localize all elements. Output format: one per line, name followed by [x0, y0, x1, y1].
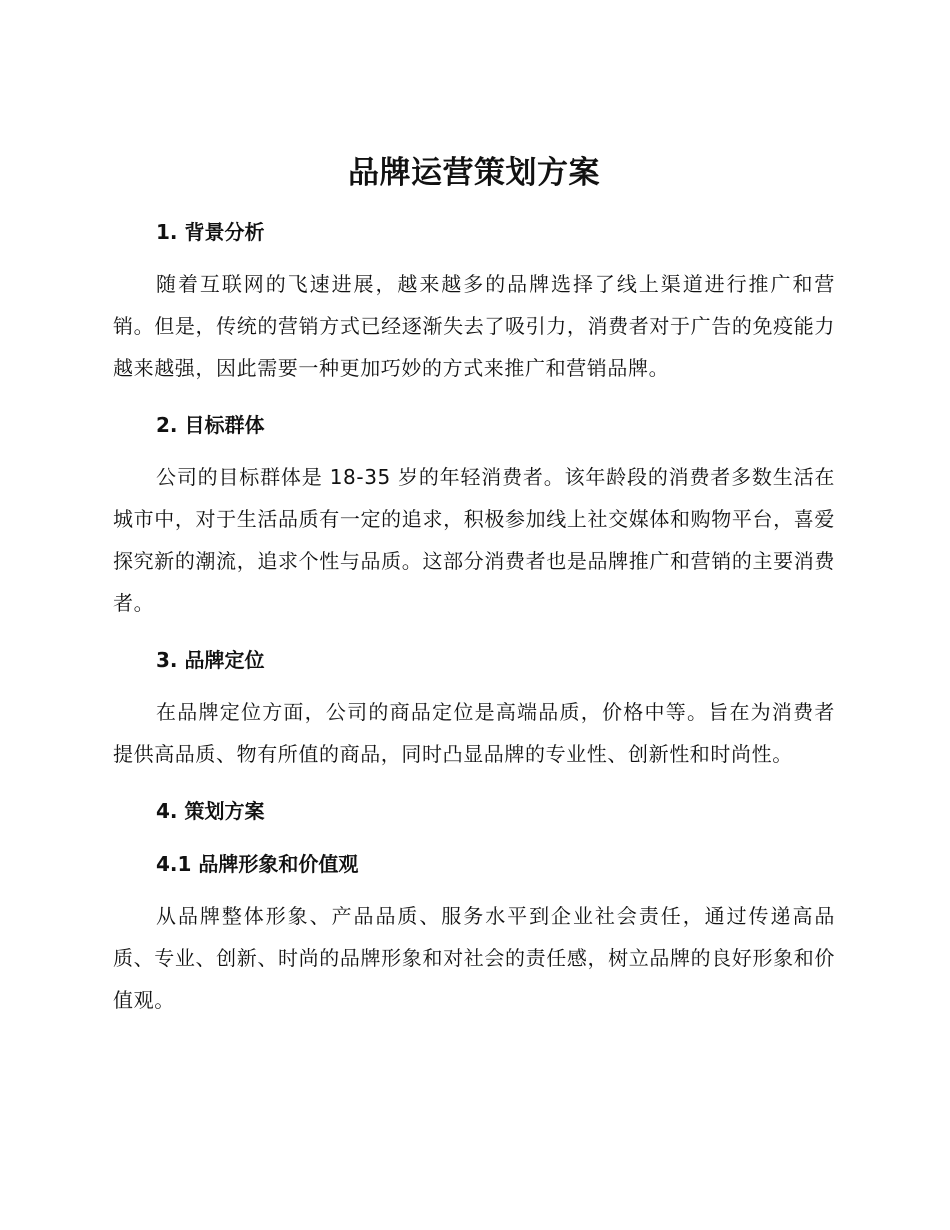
- spacer: [113, 828, 835, 847]
- section-heading-background: 1. 背景分析: [156, 220, 265, 244]
- spacer: [113, 624, 835, 643]
- section-heading-plan: 4. 策划方案: [156, 799, 265, 823]
- section-paragraph-brand-image: 从品牌整体形象、产品品质、服务水平到企业社会责任，通过传递高品质、专业、创新、时尚的品牌形象和对社会的责任感，树立品牌的良好形象和价值观。: [113, 904, 835, 1012]
- spacer: [113, 677, 835, 691]
- document-title: 品牌运营策划方案: [348, 155, 600, 191]
- spacer: [113, 249, 835, 263]
- section-paragraph-positioning: 在品牌定位方面，公司的商品定位是高端品质，价格中等。旨在为消费者提供高品质、物有所值的商品，同时凸显品牌的专业性、创新性和时尚性。: [113, 700, 835, 766]
- section-heading-brand-image: 4.1 品牌形象和价值观: [156, 852, 359, 876]
- section-paragraph-background: 随着互联网的飞速进展，越来越多的品牌选择了线上渠道进行推广和营销。但是，传统的营销方式已经逐渐失去了吸引力，消费者对于广告的免疫能力越来越强，因此需要一种更加巧妙的方式来推广和营销品牌。: [113, 272, 835, 380]
- spacer: [113, 389, 835, 408]
- section-paragraph-target-group: 公司的目标群体是 18-35 岁的年轻消费者。该年龄段的消费者多数生活在城市中，对于生活品质有一定的追求，积极参加线上社交媒体和购物平台，喜爱探究新的潮流，追求个性与品质。这部分消费者也是品牌推广和营销的主要消费者。: [113, 465, 835, 615]
- section-heading-target-group: 2. 目标群体: [156, 413, 265, 437]
- section-heading-positioning: 3. 品牌定位: [156, 648, 265, 672]
- spacer: [113, 442, 835, 456]
- spacer: [113, 775, 835, 794]
- spacer: [113, 881, 835, 895]
